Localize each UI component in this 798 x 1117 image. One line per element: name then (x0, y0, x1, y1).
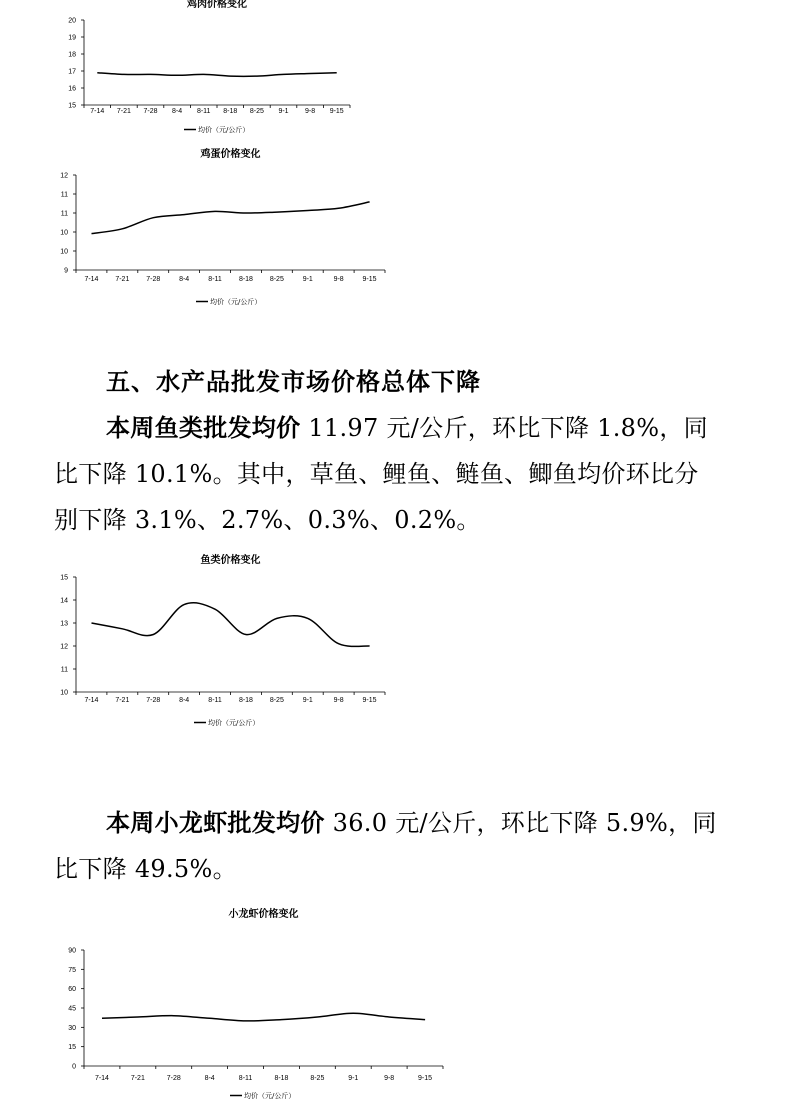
x-tick-label: 8-18 (238, 276, 253, 283)
crayfish-price-chart (0, 900, 460, 1110)
x-tick-label: 8-25 (269, 276, 284, 283)
series-line (102, 1013, 425, 1021)
crayfish-lead: 本周小龙虾批发均价 (106, 809, 325, 837)
x-tick-label: 8-11 (238, 1075, 253, 1082)
fish-paragraph (54, 405, 708, 543)
y-tick-label: 11 (60, 666, 68, 674)
series-line (97, 73, 336, 77)
x-tick-label: 7-14 (90, 108, 105, 115)
y-tick-label: 14 (60, 597, 68, 605)
y-tick-label: 13 (60, 620, 68, 628)
x-tick-label: 8-4 (179, 276, 190, 283)
y-tick-label: 75 (68, 966, 76, 974)
x-tick-label: 8-25 (249, 108, 264, 115)
x-tick-label: 7-14 (84, 276, 99, 283)
x-tick-label: 7-21 (115, 276, 130, 283)
y-tick-label: 12 (60, 643, 68, 651)
x-tick-label: 8-11 (208, 276, 222, 283)
y-tick-label: 18 (68, 51, 76, 59)
x-tick-label: 8-4 (179, 697, 190, 704)
y-tick-label: 45 (68, 1005, 76, 1013)
y-tick-label: 10 (60, 229, 68, 237)
crayfish-paragraph (54, 800, 717, 892)
x-tick-label: 7-28 (146, 697, 161, 704)
x-tick-label: 8-25 (310, 1075, 325, 1082)
y-tick-label: 15 (68, 102, 76, 110)
x-tick-label: 9-15 (362, 697, 377, 704)
x-tick-label: 9-8 (333, 276, 344, 283)
y-tick-label: 11 (60, 191, 68, 199)
x-tick-label: 7-21 (115, 697, 130, 704)
x-tick-label: 9-15 (362, 276, 377, 283)
y-tick-label: 30 (68, 1024, 76, 1032)
chart-svg (0, 0, 400, 140)
crayfish-line1: 36.0 元/公斤，环比下降 5.9%，同 (324, 809, 717, 837)
fish-line2: 比下降 10.1%。其中，草鱼、鲤鱼、鲢鱼、鲫鱼均价环比分 (54, 460, 699, 488)
chicken-price-chart (0, 0, 400, 140)
x-tick-label: 7-21 (116, 108, 131, 115)
x-tick-label: 8-11 (196, 108, 211, 115)
chart-title: 小龙虾价格变化 (228, 909, 299, 920)
x-tick-label: 7-14 (94, 1075, 109, 1082)
x-tick-label: 8-4 (172, 108, 183, 115)
x-tick-label: 8-18 (274, 1075, 289, 1082)
x-tick-label: 8-25 (269, 697, 284, 704)
fish-line3: 别下降 3.1%、2.7%、0.3%、0.2%。 (54, 506, 481, 534)
x-tick-label: 8-4 (204, 1075, 215, 1082)
x-tick-label: 9-1 (302, 697, 313, 704)
y-tick-label: 12 (60, 172, 68, 180)
x-tick-label: 9-8 (305, 108, 316, 115)
x-tick-label: 7-28 (143, 108, 158, 115)
y-tick-label: 15 (68, 1044, 76, 1052)
y-tick-label: 0 (72, 1063, 76, 1071)
x-tick-label: 9-8 (384, 1075, 395, 1082)
y-tick-label: 10 (60, 248, 68, 256)
x-tick-label: 7-28 (166, 1075, 181, 1082)
crayfish-line2: 比下降 49.5%。 (54, 855, 237, 883)
x-tick-label: 9-1 (348, 1075, 359, 1082)
section-heading: 五、水产品批发市场价格总体下降 (106, 368, 481, 396)
y-tick-label: 17 (68, 68, 76, 76)
x-tick-label: 7-14 (84, 697, 99, 704)
y-tick-label: 9 (64, 267, 68, 275)
y-tick-label: 19 (68, 34, 76, 42)
chart-svg (0, 900, 460, 1110)
fish-line1: 11.97 元/公斤，环比下降 1.8%，同 (300, 414, 708, 442)
y-tick-label: 10 (60, 689, 68, 697)
x-tick-label: 9-1 (278, 108, 289, 115)
x-tick-label: 9-8 (333, 697, 344, 704)
y-tick-label: 60 (68, 986, 76, 994)
legend-label: 均价（元/公斤） (210, 298, 262, 306)
fish-lead: 本周鱼类批发均价 (106, 414, 301, 442)
y-tick-label: 11 (60, 210, 68, 218)
y-tick-label: 20 (68, 17, 76, 25)
x-tick-label: 9-1 (302, 276, 313, 283)
chart-title: 鸡蛋价格变化 (200, 149, 261, 160)
legend-label: 均价（元/公斤） (244, 1092, 296, 1100)
chart-title: 鱼类价格变化 (200, 555, 261, 566)
x-tick-label: 7-21 (130, 1075, 145, 1082)
x-tick-label: 8-11 (208, 697, 222, 704)
chart-svg (0, 550, 400, 735)
y-tick-label: 15 (60, 574, 68, 582)
y-tick-label: 90 (68, 947, 76, 955)
x-tick-label: 9-15 (329, 108, 344, 115)
x-tick-label: 9-15 (418, 1075, 433, 1082)
legend-label: 均价（元/公斤） (198, 126, 250, 134)
x-tick-label: 7-28 (146, 276, 161, 283)
egg-price-chart (0, 140, 400, 315)
x-tick-label: 8-18 (238, 697, 253, 704)
y-tick-label: 16 (68, 85, 76, 93)
series-line (92, 202, 370, 234)
x-tick-label: 8-18 (223, 108, 238, 115)
chart-svg (0, 140, 400, 315)
series-line (92, 603, 370, 647)
chart-title: 鸡肉价格变化 (187, 0, 247, 10)
legend-label: 均价（元/公斤） (208, 719, 260, 727)
fish-price-chart (0, 550, 400, 735)
